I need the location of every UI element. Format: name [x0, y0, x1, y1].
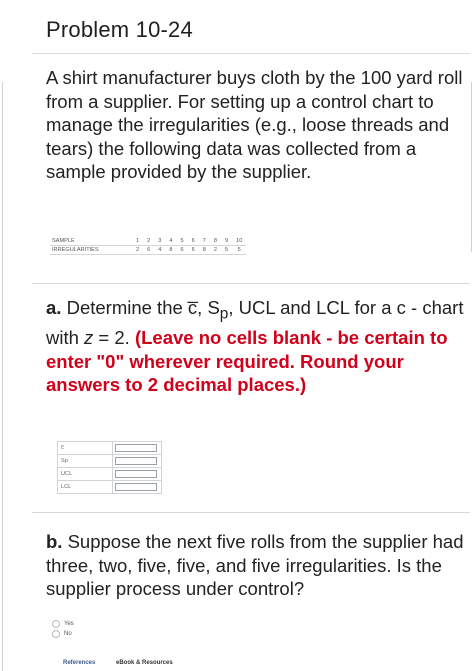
row-label-irregularities: IRREGULARITIES	[50, 246, 132, 255]
data-table	[50, 237, 246, 255]
option-no[interactable]	[52, 630, 72, 638]
answer-cell	[113, 468, 162, 481]
radio-no[interactable]	[52, 630, 60, 638]
part-b-question	[46, 530, 471, 601]
references-link[interactable]: References	[63, 660, 96, 666]
answer-row-sp	[58, 455, 162, 468]
section-divider-b	[32, 512, 470, 513]
row-label-sample: SAMPLE	[50, 237, 132, 246]
sample-cell: 1	[132, 237, 143, 246]
sample-cell: 8	[210, 237, 221, 246]
part-b-text: Suppose the next five rolls from the supplier had three, two, five, five, and five irregularities. Is the supplier process under control?	[46, 531, 464, 599]
part-b-label: b.	[46, 531, 63, 552]
section-divider-a	[32, 283, 470, 284]
sp-input[interactable]	[115, 457, 157, 465]
answer-cell	[113, 455, 162, 468]
problem-statement: A shirt manufacturer buys cloth by the 100 yard roll from a supplier. For setting up a control chart to manage the irregularities (e.g., loose threads and tears) the following data was collected from a sample provided by the supplier.	[46, 67, 463, 182]
irregularity-cell: 5	[232, 246, 246, 255]
answer-table	[57, 441, 162, 494]
answer-cell	[113, 481, 162, 494]
sample-cell: 4	[165, 237, 176, 246]
table-row-irregularities	[50, 246, 246, 255]
option-yes[interactable]	[52, 620, 74, 628]
sample-cell: 7	[199, 237, 210, 246]
page-title: Problem 10-24	[46, 17, 193, 42]
c-bar-input[interactable]	[115, 444, 157, 452]
part-a-label: a.	[46, 297, 62, 318]
answer-label-lcl: LCL	[58, 481, 113, 494]
irregularity-cell: 8	[199, 246, 210, 255]
ucl-input[interactable]	[115, 470, 157, 478]
sample-cell: 2	[143, 237, 154, 246]
irregularity-cell: 5	[221, 246, 232, 255]
part-a-text-3: = 2.	[93, 327, 135, 349]
answer-label-ucl: UCL	[58, 468, 113, 481]
part-a-text-1: Determine the c̅, S	[66, 297, 220, 318]
title-divider	[32, 53, 470, 54]
lcl-input[interactable]	[115, 483, 157, 491]
answer-label-sp: Sp	[58, 455, 113, 468]
sample-cell: 10	[232, 237, 246, 246]
sample-cell: 9	[221, 237, 232, 246]
part-a-question	[46, 296, 466, 397]
answer-row-ucl	[58, 468, 162, 481]
irregularity-cell: 2	[210, 246, 221, 255]
part-a-text-2: , UCL and LCL for a c - chart with	[46, 297, 464, 349]
part-a-z: z	[84, 327, 94, 349]
left-edge-line	[2, 82, 3, 671]
part-a-sub-p: p	[219, 305, 229, 323]
answer-label-c-bar: c̅	[58, 442, 113, 455]
radio-yes[interactable]	[52, 620, 60, 628]
irregularity-cell: 8	[165, 246, 176, 255]
option-no-label: No	[64, 631, 72, 637]
sample-cell: 5	[177, 237, 188, 246]
irregularity-cell: 6	[177, 246, 188, 255]
irregularity-cell: 4	[154, 246, 165, 255]
sample-cell: 6	[188, 237, 199, 246]
answer-row-lcl	[58, 481, 162, 494]
option-yes-label: Yes	[64, 621, 74, 627]
answer-row-c-bar	[58, 442, 162, 455]
table-row-sample	[50, 237, 246, 246]
irregularity-cell: 6	[188, 246, 199, 255]
right-edge-line	[471, 82, 472, 252]
answer-cell	[113, 442, 162, 455]
irregularity-cell: 6	[143, 246, 154, 255]
ebook-resources-link[interactable]: eBook & Resources	[116, 660, 173, 666]
irregularity-cell: 2	[132, 246, 143, 255]
part-a-requirement: (Leave no cells blank - be certain to enter "0" wherever required. Round your answers to 2 decimal places.)	[46, 327, 448, 396]
sample-cell: 3	[154, 237, 165, 246]
